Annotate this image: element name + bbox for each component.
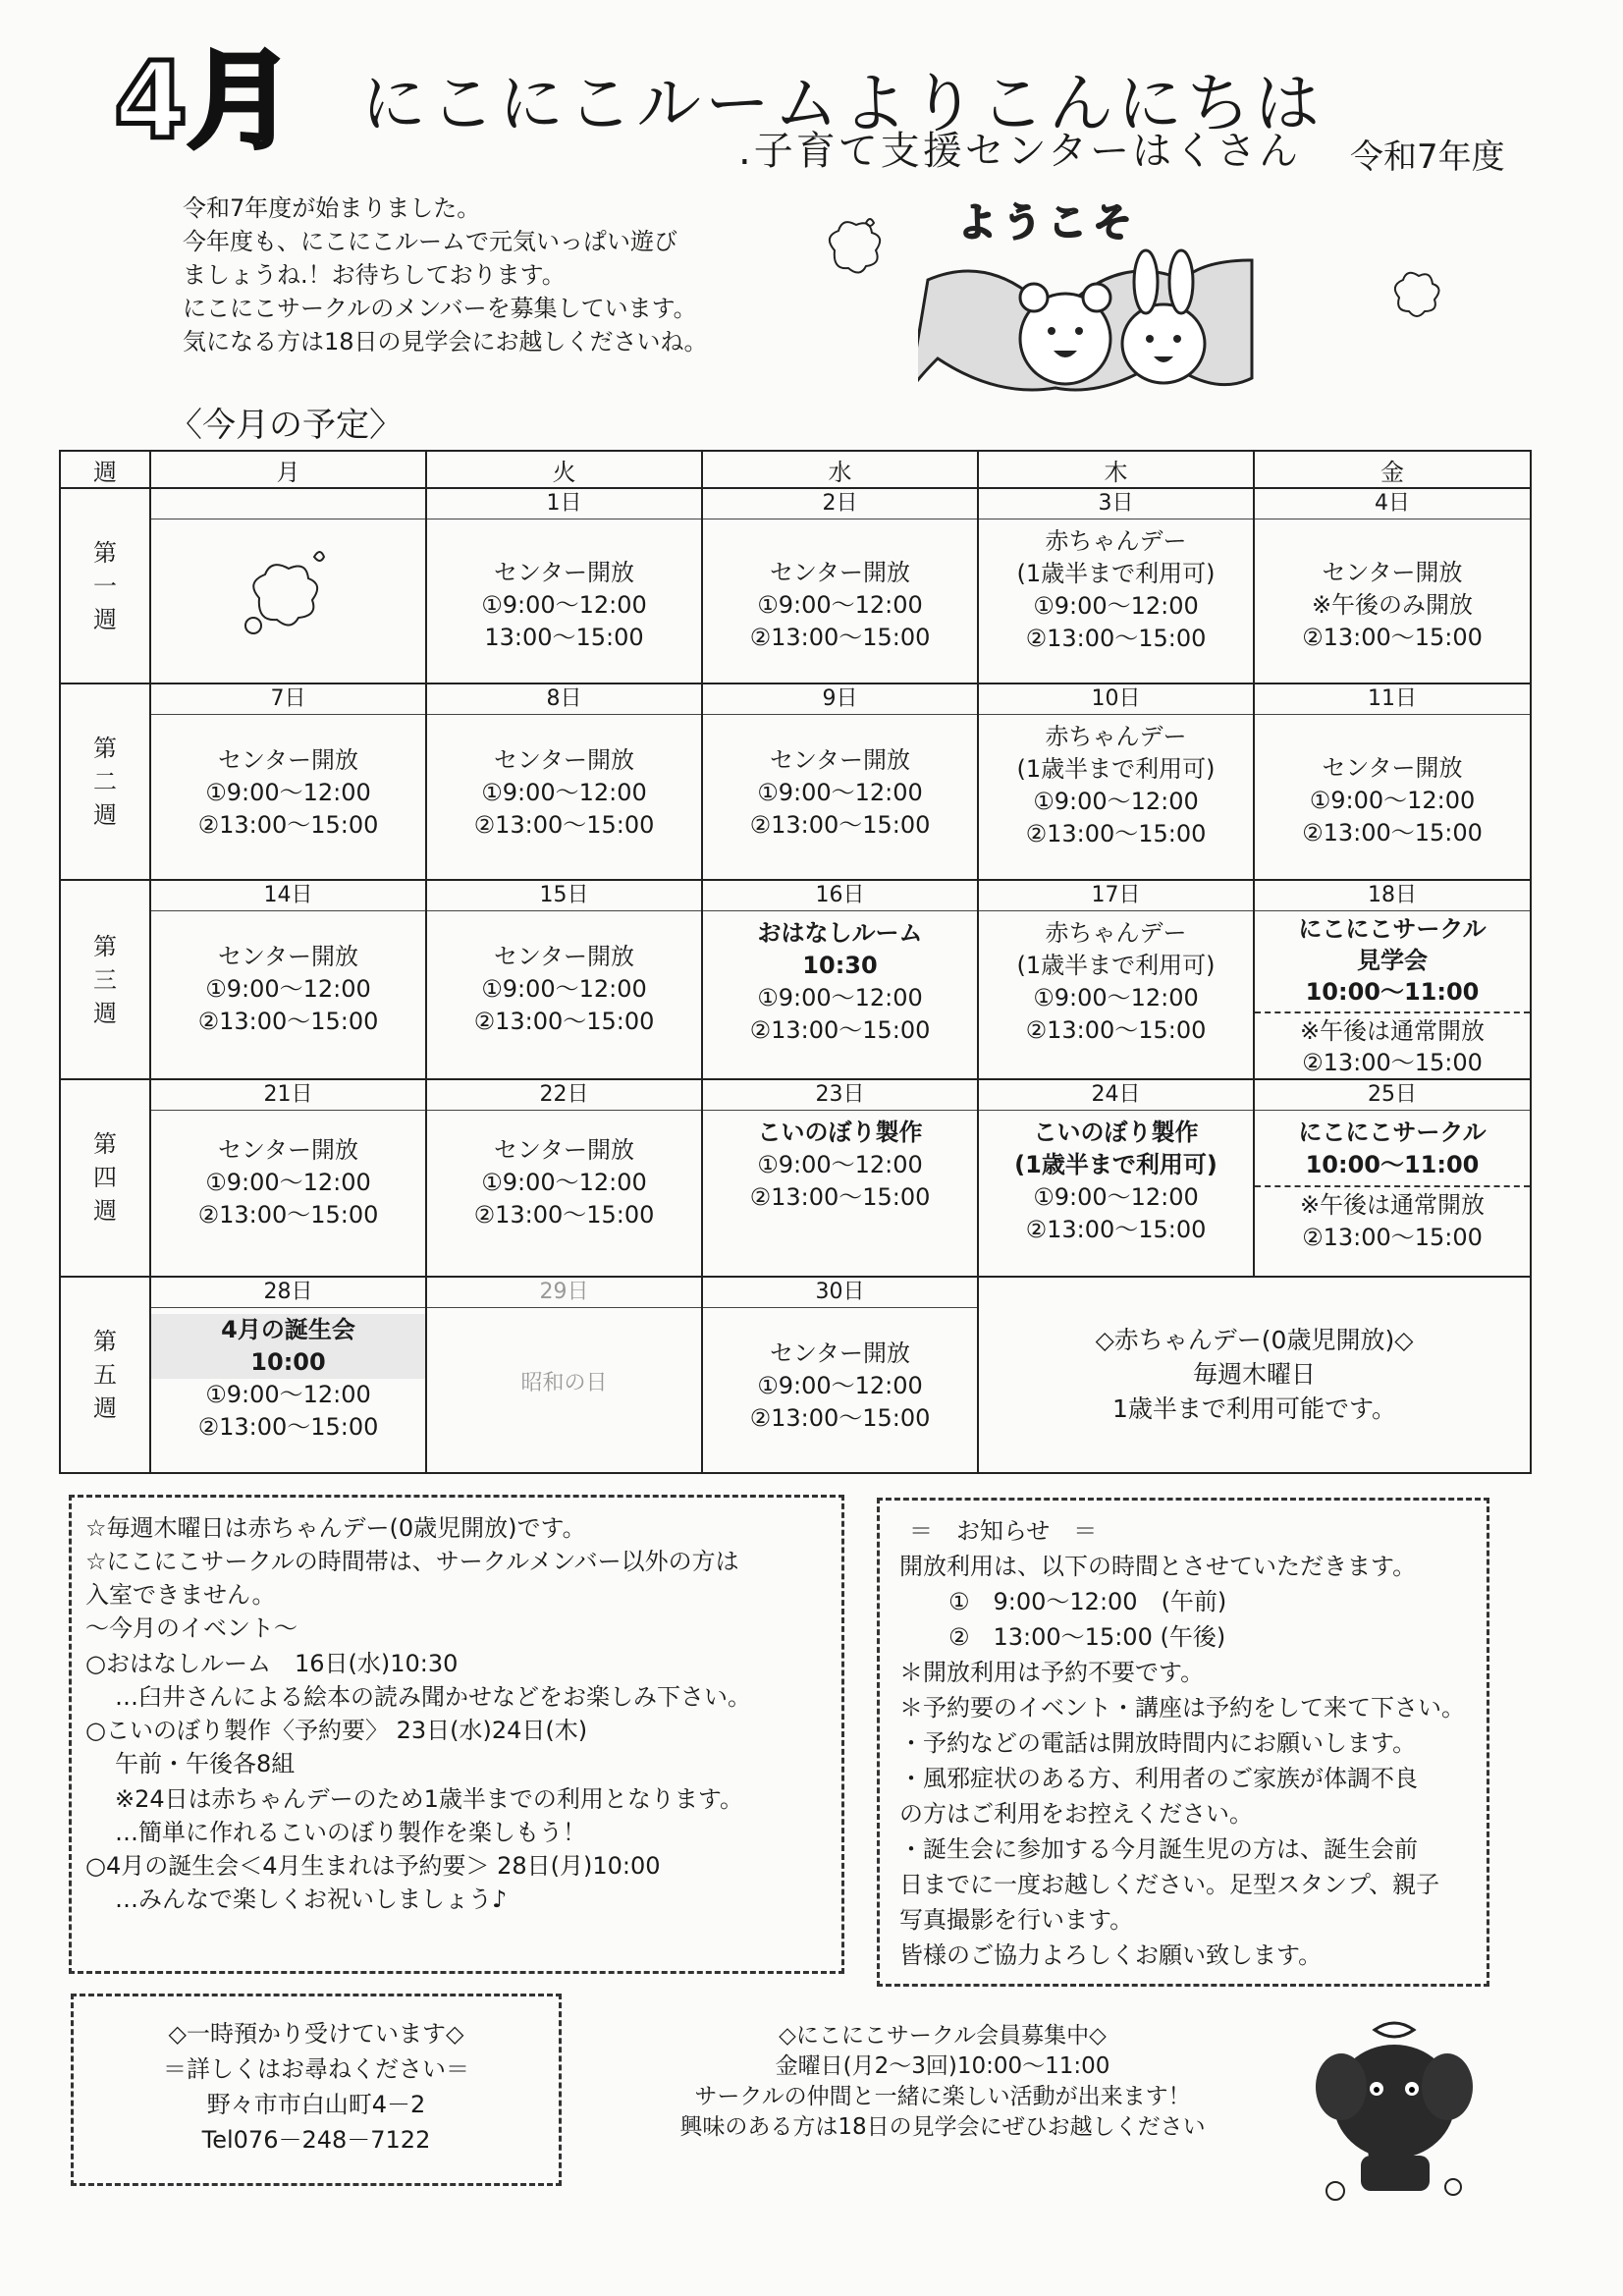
welcome-bear-rabbit-illustration <box>918 191 1316 427</box>
notice-line: 写真撮影を行います。 <box>899 1906 1134 1934</box>
event-line: ②13:00～15:00 <box>1302 819 1483 847</box>
header-monday: 月 <box>150 451 426 488</box>
event-line: ②13:00～15:00 <box>1302 1048 1483 1076</box>
notice-line: ① 9:00～12:00 (午前) <box>948 1588 1227 1615</box>
day-cell <box>1254 1079 1531 1276</box>
event-title: にこにこサークル <box>1298 914 1487 943</box>
circle-line: 金曜日(月2～3回)10:00～11:00 <box>775 2053 1110 2079</box>
week-label <box>60 880 150 1079</box>
header-wednesday: 水 <box>702 451 978 488</box>
week-label-char: 四 <box>93 1164 117 1192</box>
event-time: 10:30 <box>802 951 878 979</box>
week-row <box>60 1277 1531 1473</box>
week-label-char: 第 <box>93 538 117 567</box>
day-cell <box>150 880 426 1079</box>
event-line: 赤ちゃんデー <box>1045 918 1187 947</box>
event-line: ②13:00～15:00 <box>749 811 931 840</box>
schedule-heading: 〈今月の予定〉 <box>169 406 403 445</box>
flower-doodle-icon <box>1375 263 1463 332</box>
event-title: おはなしルーム <box>757 918 923 947</box>
event-line: センター開放 <box>217 942 359 970</box>
day-cell <box>150 1277 426 1473</box>
day-number: 28日 <box>151 1278 425 1308</box>
event-line: ①9:00～12:00 <box>1033 592 1199 621</box>
day-number: 18日 <box>1255 881 1530 911</box>
childcare-address: 野々市市白山町4－2 <box>206 2091 426 2118</box>
day-cell <box>426 1079 702 1276</box>
childcare-title: ◇一時預かり受けています◇ <box>168 2020 464 2048</box>
week-label-char: 週 <box>93 1197 117 1226</box>
event-line: ②13:00～15:00 <box>473 1201 655 1230</box>
childcare-phone: Tel076－248－7122 <box>201 2126 431 2154</box>
circle-line: 興味のある方は18日の見学会にぜひお越しください <box>679 2114 1206 2140</box>
day-cell <box>702 880 978 1079</box>
center-name: .子育て支援センターはくさん <box>738 129 1302 174</box>
event-line: ②13:00～15:00 <box>473 811 655 840</box>
intro-line: 今年度も、にこにこルームで元気いっぱい遊び <box>183 228 677 255</box>
event-line: ②13:00～15:00 <box>1025 1216 1207 1244</box>
day-number: 9日 <box>703 684 977 715</box>
day-content <box>703 519 977 654</box>
event-line: センター開放 <box>769 1339 911 1367</box>
note-line: 毎週木曜日 <box>1192 1360 1316 1390</box>
events-heading: ～今月のイベント～ <box>85 1614 298 1642</box>
day-number: 4日 <box>1255 489 1530 519</box>
events-line: ※24日は赤ちゃんデーのため1歳半までの利用となります。 <box>115 1785 743 1813</box>
day-cell <box>426 880 702 1079</box>
event-line: センター開放 <box>769 746 911 775</box>
event-line: ①9:00～12:00 <box>757 591 923 620</box>
day-cell <box>978 683 1254 879</box>
week-label-char: 三 <box>93 965 117 994</box>
day-content <box>979 715 1253 850</box>
events-line: ○おはなしルーム 16日(水)10:30 <box>85 1650 459 1677</box>
day-number: 1日 <box>427 489 701 519</box>
day-number: 15日 <box>427 881 701 911</box>
event-line: ②13:00～15:00 <box>1025 820 1207 848</box>
event-line: ①9:00～12:00 <box>1033 788 1199 816</box>
event-line: ①9:00～12:00 <box>205 779 371 807</box>
day-cell <box>978 1079 1254 1276</box>
elephant-illustration-icon <box>1306 2008 1483 2205</box>
events-line: ○4月の誕生会＜4月生まれは予約要＞ 28日(月)10:00 <box>85 1852 661 1880</box>
event-time: 10:00～11:00 <box>1305 1151 1480 1179</box>
day-number: 2日 <box>703 489 977 519</box>
day-content <box>703 1308 977 1435</box>
event-line: ②13:00～15:00 <box>749 1015 931 1044</box>
day-cell <box>978 488 1254 683</box>
event-line: ①9:00～12:00 <box>757 779 923 807</box>
event-line: センター開放 <box>769 559 911 587</box>
day-cell <box>702 1277 978 1473</box>
intro-line: 令和7年度が始まりました。 <box>183 194 481 222</box>
circle-recruitment <box>628 2021 1257 2143</box>
day-number: 29日 <box>427 1278 701 1308</box>
day-content <box>151 715 425 842</box>
week-label-char: 二 <box>93 768 117 796</box>
event-line: ①9:00～12:00 <box>481 779 647 807</box>
day-content <box>703 715 977 842</box>
event-line: 赤ちゃんデー <box>1045 723 1187 751</box>
event-line: ②13:00～15:00 <box>749 1183 931 1212</box>
event-line: センター開放 <box>493 746 635 775</box>
intro-text <box>183 191 708 358</box>
notice-line: ・予約などの電話は開放時間内にお願いします。 <box>899 1729 1417 1757</box>
week-row <box>60 1079 1531 1276</box>
childcare-line: ＝詳しくはお尋ねください＝ <box>163 2055 469 2083</box>
notice-title: ＝ お知らせ ＝ <box>909 1517 1098 1545</box>
day-number: 22日 <box>427 1080 701 1111</box>
notice-box <box>877 1498 1489 1987</box>
week-row <box>60 880 1531 1079</box>
temporary-childcare-box <box>71 1994 562 2186</box>
day-cell <box>426 488 702 683</box>
week-label <box>60 1277 150 1473</box>
day-content <box>703 911 977 1047</box>
day-content <box>427 1308 701 1399</box>
holiday-label: 昭和の日 <box>520 1370 608 1395</box>
event-line: ①9:00～12:00 <box>481 591 647 620</box>
header-week: 週 <box>60 451 150 488</box>
week-label <box>60 488 150 683</box>
event-line: ②13:00～15:00 <box>197 1412 379 1441</box>
notice-line: ＊予約要のイベント・講座は予約をして来て下さい。 <box>899 1694 1465 1722</box>
event-line: センター開放 <box>1322 754 1463 783</box>
note-line: 1歳半まで利用可能です。 <box>1112 1394 1396 1424</box>
day-number: 3日 <box>979 489 1253 519</box>
event-line: 赤ちゃんデー <box>1045 527 1187 556</box>
day-content <box>151 911 425 1038</box>
day-content <box>703 1111 977 1214</box>
flower-doodle-icon <box>220 539 357 647</box>
day-cell-holiday <box>426 1277 702 1473</box>
event-title: 見学会 <box>1357 946 1428 974</box>
week-label-char: 週 <box>93 1394 117 1422</box>
day-content <box>979 1111 1253 1246</box>
events-line: 午前・午後各8組 <box>115 1750 296 1777</box>
day-content <box>427 519 701 654</box>
week-label-char: 一 <box>93 572 117 600</box>
header-friday: 金 <box>1254 451 1531 488</box>
event-line: センター開放 <box>493 942 635 970</box>
event-title: こいのぼり製作 <box>757 1119 923 1147</box>
events-line: ☆にこにこサークルの時間帯は、サークルメンバー以外の方は <box>85 1548 739 1575</box>
day-cell <box>150 1079 426 1276</box>
day-content <box>151 1111 425 1231</box>
event-line: ※午後は通常開放 <box>1255 1011 1530 1047</box>
event-time: 10:00 <box>151 1346 425 1379</box>
day-cell <box>978 880 1254 1079</box>
event-line: ①9:00～12:00 <box>481 1169 647 1197</box>
page-title: にこにこルームよりこんにちは <box>361 66 1324 141</box>
event-line: センター開放 <box>493 1136 635 1165</box>
week-label-char: 五 <box>93 1360 117 1389</box>
events-line: 入室できません。 <box>85 1581 276 1609</box>
event-line: センター開放 <box>217 1136 359 1165</box>
day-cell <box>150 683 426 879</box>
day-content <box>979 911 1253 1047</box>
notice-line: ② 13:00～15:00 (午後) <box>948 1623 1226 1651</box>
welcome-text: ようこそ <box>957 200 1138 246</box>
intro-line: 気になる方は18日の見学会にお越しくださいね。 <box>183 328 708 355</box>
day-cell <box>1254 683 1531 879</box>
note-line: ◇赤ちゃんデー(0歳児開放)◇ <box>1095 1326 1414 1355</box>
event-line: ②13:00～15:00 <box>1302 624 1483 652</box>
notice-line: ・風邪症状のある方、利用者のご家族が体調不良 <box>899 1765 1418 1792</box>
week-label-char: 第 <box>93 1130 117 1159</box>
event-line: (1歳半まで利用可) <box>1016 755 1216 784</box>
event-line: ※午後のみ開放 <box>1311 591 1474 620</box>
day-content <box>1255 519 1530 654</box>
intro-line: ましょうね.！お待ちしております。 <box>183 261 566 289</box>
event-line: ②13:00～15:00 <box>1025 625 1207 653</box>
day-content <box>151 1308 425 1444</box>
event-line: ②13:00～15:00 <box>749 624 931 652</box>
event-title: にこにこサークル <box>1298 1119 1487 1147</box>
event-line: (1歳半まで利用可) <box>1014 1151 1217 1179</box>
event-line: (1歳半まで利用可) <box>1016 951 1216 979</box>
day-number <box>151 489 425 519</box>
day-number: 25日 <box>1255 1080 1530 1111</box>
day-number: 7日 <box>151 684 425 715</box>
week-row <box>60 683 1531 879</box>
event-line: ②13:00～15:00 <box>1302 1224 1483 1252</box>
week-label-char: 週 <box>93 605 117 633</box>
event-line: ①9:00～12:00 <box>205 1380 371 1408</box>
day-content <box>1255 1111 1530 1254</box>
monthly-schedule-table <box>59 450 1532 1474</box>
notice-line: の方はご利用をお控えください。 <box>899 1800 1253 1828</box>
day-content <box>1255 715 1530 849</box>
day-cell <box>1254 880 1531 1079</box>
notice-line: ＊開放利用は予約不要です。 <box>899 1659 1205 1686</box>
day-content <box>979 519 1253 655</box>
event-line: ①9:00～12:00 <box>757 983 923 1011</box>
circle-title: ◇にこにこサークル会員募集中◇ <box>779 2023 1107 2049</box>
week-label-char: 第 <box>93 735 117 763</box>
event-line: ②13:00～15:00 <box>749 1403 931 1432</box>
event-line: ①9:00～12:00 <box>1033 1183 1199 1212</box>
event-line: ①9:00～12:00 <box>481 974 647 1003</box>
week-label <box>60 683 150 879</box>
day-cell <box>702 683 978 879</box>
day-cell <box>702 1079 978 1276</box>
day-content <box>427 1111 701 1231</box>
events-line: …簡単に作れるこいのぼり製作を楽しもう！ <box>115 1819 586 1846</box>
event-line: ②13:00～15:00 <box>197 811 379 840</box>
event-line: ①9:00～12:00 <box>1309 787 1476 815</box>
event-line: ①9:00～12:00 <box>205 974 371 1003</box>
events-line: ☆毎週木曜日は赤ちゃんデー(0歳児開放)です。 <box>85 1514 586 1542</box>
notice-line: 日までに一度お越しください。足型スタンプ、親子 <box>899 1871 1440 1898</box>
day-content <box>1255 911 1530 1078</box>
notice-line: ・誕生会に参加する今月誕生児の方は、誕生会前 <box>899 1835 1418 1863</box>
day-cell <box>426 683 702 879</box>
header-thursday: 木 <box>978 451 1254 488</box>
intro-line: にこにこサークルのメンバーを募集しています。 <box>183 295 697 322</box>
event-line: ①9:00～12:00 <box>205 1169 371 1197</box>
month-mark: 4月 <box>114 40 295 155</box>
notice-line: 開放利用は、以下の時間とさせていただきます。 <box>899 1553 1417 1580</box>
event-title: こいのぼり製作 <box>1033 1119 1199 1147</box>
week-label <box>60 1079 150 1276</box>
header-tuesday: 火 <box>426 451 702 488</box>
event-line: (1歳半まで利用可) <box>1016 560 1216 588</box>
day-number: 8日 <box>427 684 701 715</box>
day-content <box>427 715 701 842</box>
day-number: 10日 <box>979 684 1253 715</box>
day-number: 24日 <box>979 1080 1253 1111</box>
event-line: センター開放 <box>1322 559 1463 587</box>
day-number: 16日 <box>703 881 977 911</box>
event-line: センター開放 <box>493 559 635 587</box>
month-title-art <box>110 37 326 155</box>
day-number: 14日 <box>151 881 425 911</box>
events-line: …みんなで楽しくお祝いしましょう♪ <box>115 1886 508 1913</box>
event-line: ①9:00～12:00 <box>1033 983 1199 1011</box>
week-label-char: 第 <box>93 932 117 960</box>
header-row <box>60 451 1531 488</box>
week-label-char: 週 <box>93 801 117 830</box>
event-line: ②13:00～15:00 <box>197 1201 379 1230</box>
week-label-char: 第 <box>93 1327 117 1355</box>
circle-line: サークルの仲間と一緒に楽しい活動が出来ます！ <box>694 2084 1191 2109</box>
week-row <box>60 488 1531 683</box>
event-title: 4月の誕生会 <box>151 1314 425 1346</box>
event-line: ①9:00～12:00 <box>757 1151 923 1179</box>
flower-doodle-icon <box>805 211 893 300</box>
event-line: ※午後は通常開放 <box>1255 1185 1530 1222</box>
fiscal-year: 令和7年度 <box>1350 137 1505 177</box>
day-number: 21日 <box>151 1080 425 1111</box>
notice-line: 皆様のご協力よろしくお願い致します。 <box>899 1941 1323 1969</box>
event-line: ②13:00～15:00 <box>473 1007 655 1035</box>
events-line: …臼井さんによる絵本の読み聞かせなどをお楽しみ下さい。 <box>115 1683 751 1711</box>
day-cell-empty <box>150 488 426 683</box>
day-number: 30日 <box>703 1278 977 1308</box>
day-cell <box>702 488 978 683</box>
day-number: 17日 <box>979 881 1253 911</box>
event-time: 10:00～11:00 <box>1305 977 1480 1006</box>
event-line: ①9:00～12:00 <box>757 1371 923 1399</box>
day-number: 23日 <box>703 1080 977 1111</box>
day-cell <box>1254 488 1531 683</box>
day-content <box>427 911 701 1038</box>
week-label-char: 週 <box>93 999 117 1027</box>
events-line: ○こいのぼり製作〈予約要〉 23日(水)24日(木) <box>85 1717 588 1744</box>
event-line: センター開放 <box>217 746 359 775</box>
day-number: 11日 <box>1255 684 1530 715</box>
baby-day-note <box>978 1277 1531 1473</box>
event-line: ②13:00～15:00 <box>1025 1015 1207 1044</box>
event-line: ②13:00～15:00 <box>197 1007 379 1035</box>
events-box <box>69 1495 844 1974</box>
event-line: 13:00～15:00 <box>484 624 644 652</box>
